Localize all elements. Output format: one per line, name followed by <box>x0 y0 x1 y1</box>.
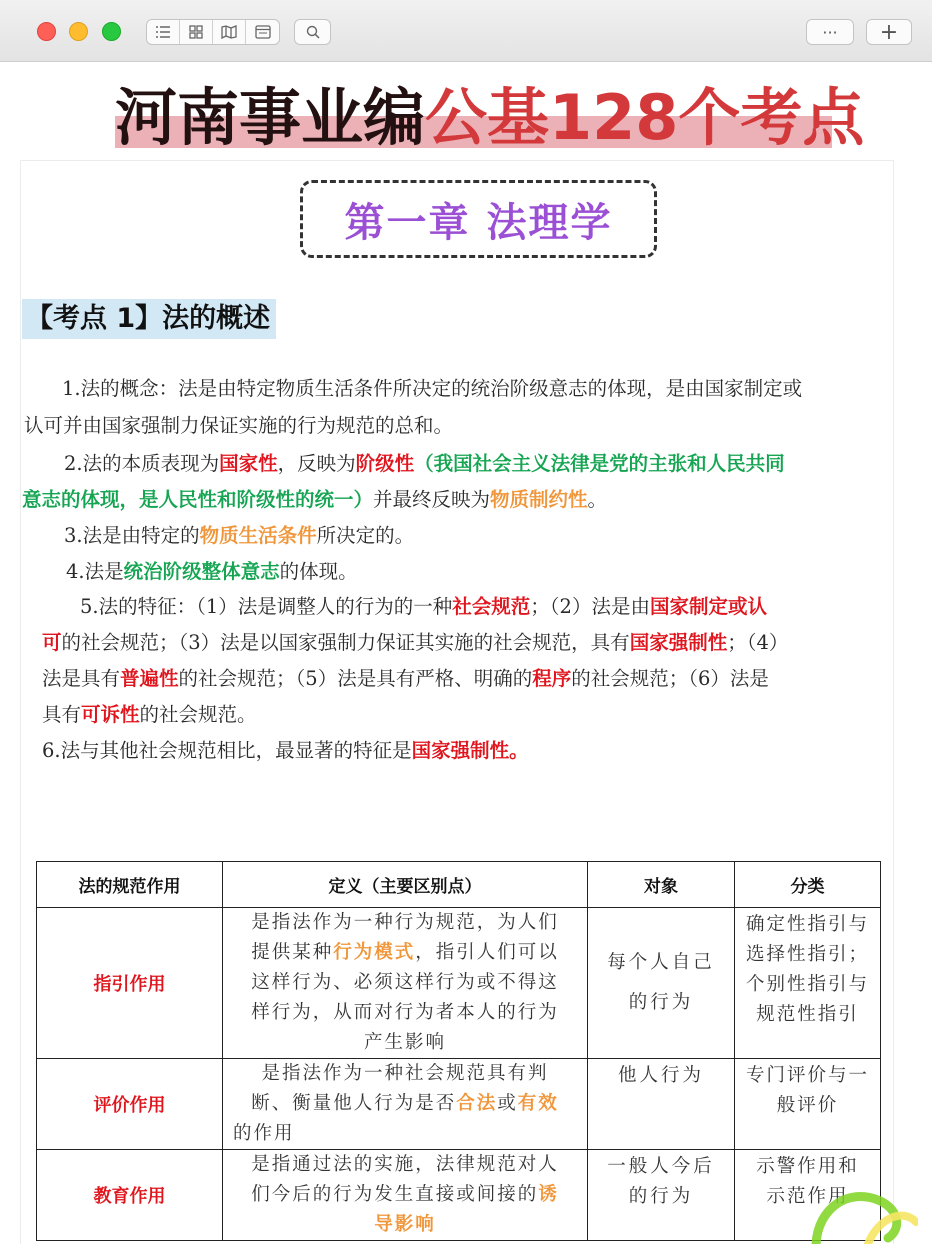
kaodian-heading: 【考点 1】法的概述 <box>22 299 276 339</box>
table-header: 定义（主要区别点） <box>223 862 588 908</box>
definition-text: 们今后的行为发生直接或间接的 <box>251 1184 539 1205</box>
function-classification <box>735 908 881 1059</box>
p5-text-f: 的社会规范；（3）法是以国家强制力保证其实施的社会规范，具有 <box>61 631 630 654</box>
definition-keyword: 合法 <box>456 1093 498 1114</box>
classification-line: 选择性指引； <box>745 944 869 965</box>
paragraph-5-line-3 <box>42 661 769 697</box>
p4-text-c: 的体现。 <box>279 560 358 583</box>
paragraph-5-line-1 <box>80 589 767 625</box>
classification-line: 般评价 <box>776 1095 839 1116</box>
close-window-button[interactable] <box>37 22 56 41</box>
classification-line: 示范作用 <box>766 1186 849 1207</box>
p5-text-p: 的社会规范。 <box>139 703 257 726</box>
function-definition <box>223 1059 588 1150</box>
p3-keyword: 物质生活条件 <box>199 524 317 547</box>
normative-function-table <box>36 861 881 1241</box>
p2-text-i: 。 <box>587 488 608 511</box>
table-row <box>37 908 881 1059</box>
table-row <box>37 1150 881 1241</box>
p5-text-k: 的社会规范；（5）法是具有严格、明确的 <box>178 667 533 690</box>
paragraph-5-line-2 <box>42 625 788 661</box>
function-definition <box>223 1150 588 1241</box>
paragraph-1-line-2: 认可并由国家强制力保证实施的行为规范的总和。 <box>24 414 454 437</box>
view-toolbar <box>146 19 280 45</box>
classification-line: 个别性指引与 <box>745 974 869 995</box>
p2-keyword-nationality: 国家性 <box>219 452 278 475</box>
paragraph-5-line-4 <box>42 697 257 733</box>
p5-text-h: ；（4） <box>727 631 789 654</box>
p5-text-n: 具有 <box>42 703 82 726</box>
minimize-window-button[interactable] <box>69 22 88 41</box>
more-options-button[interactable]: ··· <box>806 19 854 45</box>
p5-keyword-recognized: 可 <box>42 631 62 654</box>
list-view-icon[interactable] <box>147 20 180 44</box>
slideshow-icon[interactable] <box>246 20 279 44</box>
object-line: 的行为 <box>628 992 694 1013</box>
table-header-row <box>37 862 881 908</box>
definition-line: 样行为，从而对行为者本人的行为 <box>251 1002 559 1023</box>
object-line: 每个人自己 <box>607 952 715 973</box>
p6-text-c: 。 <box>509 739 529 762</box>
paragraph-2-line-2 <box>22 482 607 518</box>
p2-green-b: 意志的体现，是人民性和阶级性的统一） <box>22 488 374 511</box>
definition-line: 的作用 <box>233 1123 295 1144</box>
p5-keyword-litigable: 可诉性 <box>81 703 140 726</box>
paragraph-6 <box>42 733 529 769</box>
table-header: 法的规范作用 <box>37 862 223 908</box>
page-title <box>115 81 865 154</box>
classification-line: 专门评价与一 <box>745 1065 869 1086</box>
p2-keyword-material: 物质制约性 <box>490 488 588 511</box>
grid-view-icon[interactable] <box>180 20 213 44</box>
definition-line <box>233 938 577 968</box>
p3-text-c: 所决定的。 <box>316 524 415 547</box>
function-definition <box>223 908 588 1059</box>
p2-text-g: 并最终反映为 <box>373 488 491 511</box>
map-view-icon[interactable] <box>213 20 246 44</box>
p2-text-a: 2.法的本质表现为 <box>64 452 220 475</box>
p5-text-a: 5.法的特征：（1）法是调整人的行为的一种 <box>80 595 453 618</box>
classification-line: 确定性指引与 <box>745 914 869 935</box>
definition-text: 提供某种 <box>251 942 334 963</box>
p5-text-c: ；（2）法是由 <box>530 595 650 618</box>
function-name: 评价作用 <box>37 1059 223 1150</box>
p6-text-a: 6.法与其他社会规范相比，最显著的特征是 <box>42 739 412 762</box>
definition-keyword: 有效 <box>517 1093 559 1114</box>
p4-text-a: 4.法是 <box>66 560 124 583</box>
paragraph-2-line-1 <box>64 446 785 482</box>
function-name: 指引作用 <box>37 908 223 1059</box>
p5-keyword-social-norm: 社会规范 <box>452 595 531 618</box>
decorative-swirl-icon <box>808 1178 918 1244</box>
function-object <box>588 1059 735 1150</box>
definition-line <box>233 1180 577 1210</box>
p2-keyword-class: 阶级性 <box>355 452 415 475</box>
p5-keyword-procedure: 程序 <box>532 667 572 690</box>
p4-keyword: 统治阶级整体意志 <box>123 560 280 583</box>
table-row <box>37 1059 881 1150</box>
window-titlebar <box>0 0 932 62</box>
definition-line <box>233 1089 577 1119</box>
object-line: 他人行为 <box>617 1065 704 1086</box>
classification-line: 示警作用和 <box>756 1156 859 1177</box>
function-classification <box>735 1059 881 1150</box>
definition-line: 是指法作为一种社会规范具有判 <box>261 1063 549 1084</box>
search-icon <box>306 25 320 39</box>
definition-line: 导影响 <box>374 1214 436 1235</box>
table-header: 分类 <box>735 862 881 908</box>
function-name: 教育作用 <box>37 1150 223 1241</box>
p5-keyword-coercion: 国家强制性 <box>629 631 728 654</box>
zoom-window-button[interactable] <box>102 22 121 41</box>
chapter-heading: 第一章 法理学 <box>300 180 657 258</box>
function-object <box>588 1150 735 1241</box>
definition-line: 是指通过法的实施，法律规范对人 <box>251 1154 559 1175</box>
title-part-1: 河南事业编 <box>115 81 426 154</box>
definition-line: 是指法作为一种行为规范，为人们 <box>251 912 559 933</box>
classification-line: 规范性指引 <box>756 1004 859 1025</box>
paragraph-1-line-1: 1.法的概念：法是由特定物质生活条件所决定的统治阶级意志的体现，是由国家制定或 <box>62 377 803 400</box>
title-part-2: 公基128个考点 <box>425 81 865 154</box>
p6-keyword: 国家强制性 <box>411 739 510 762</box>
object-line: 一般人今后 <box>607 1156 715 1177</box>
p5-text-m: 的社会规范；（6）法是 <box>571 667 769 690</box>
p5-keyword-state-made: 国家制定或认 <box>649 595 767 618</box>
definition-text: 断、衡量他人行为是否 <box>251 1093 457 1114</box>
definition-line: 产生影响 <box>363 1032 446 1053</box>
title-text <box>115 81 865 154</box>
p5-text-i: 法是具有 <box>42 667 121 690</box>
table-header: 对象 <box>588 862 735 908</box>
definition-keyword: 诱 <box>538 1184 559 1205</box>
search-button[interactable] <box>294 19 331 45</box>
function-object <box>588 908 735 1059</box>
p2-text-c: ，反映为 <box>277 452 356 475</box>
definition-line: 这样行为、必须这样行为或不得这 <box>251 972 559 993</box>
paragraph-4 <box>66 554 358 590</box>
add-button[interactable]: + <box>866 19 912 45</box>
definition-text: ，指引人们可以 <box>415 942 559 963</box>
definition-keyword: 行为模式 <box>333 942 416 963</box>
definition-text: 或 <box>497 1093 518 1114</box>
p5-keyword-universal: 普遍性 <box>120 667 179 690</box>
p3-text-a: 3.法是由特定的 <box>64 524 200 547</box>
paragraph-3 <box>64 518 414 554</box>
object-line: 的行为 <box>628 1186 694 1207</box>
p2-green-a: （我国社会主义法律是党的主张和人民共同 <box>414 452 785 475</box>
